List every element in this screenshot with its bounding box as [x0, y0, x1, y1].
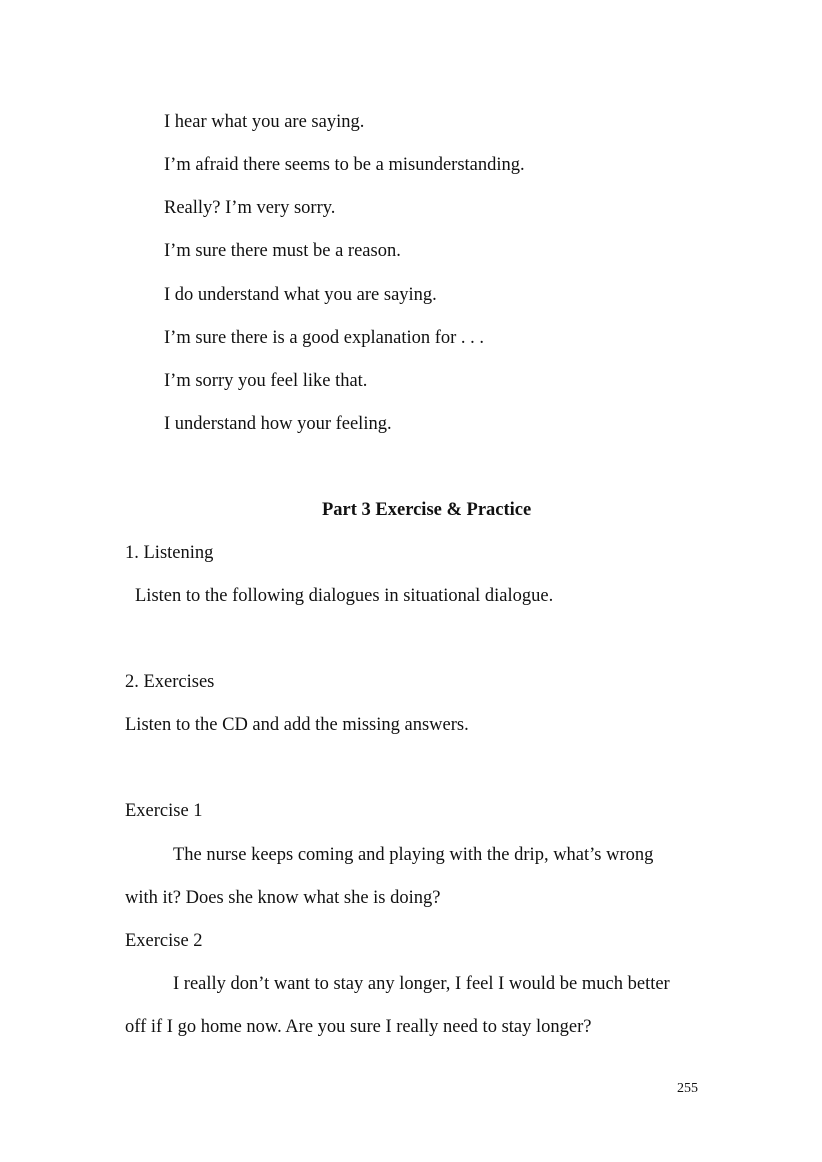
phrase-5: I do understand what you are saying. [164, 285, 437, 305]
exercises-heading: 2. Exercises [125, 672, 215, 692]
listening-instruction: Listen to the following dialogues in situational dialogue. [135, 586, 554, 606]
phrase-1: I hear what you are saying. [164, 112, 365, 132]
phrase-3: Really? I’m very sorry. [164, 198, 336, 218]
exercise-2-line-1: I really don’t want to stay any longer, I feel I would be much better [173, 974, 670, 994]
listening-heading: 1. Listening [125, 543, 214, 563]
exercise-1-title: Exercise 1 [125, 801, 203, 821]
phrase-2: I’m afraid there seems to be a misunderstanding. [164, 155, 525, 175]
exercise-1-line-1: The nurse keeps coming and playing with the drip, what’s wrong [173, 845, 654, 865]
exercise-2-line-2: off if I go home now. Are you sure I really need to stay longer? [125, 1017, 592, 1037]
exercise-1-line-2: with it? Does she know what she is doing? [125, 888, 441, 908]
phrase-4: I’m sure there must be a reason. [164, 241, 401, 261]
exercises-instruction: Listen to the CD and add the missing answers. [125, 715, 469, 735]
phrase-6: I’m sure there is a good explanation for . . . [164, 328, 485, 348]
page-number: 255 [677, 1081, 698, 1096]
part-heading: Part 3 Exercise & Practice [322, 500, 532, 520]
phrase-7: I’m sorry you feel like that. [164, 371, 368, 391]
exercise-2-title: Exercise 2 [125, 931, 203, 951]
phrase-8: I understand how your feeling. [164, 414, 392, 434]
